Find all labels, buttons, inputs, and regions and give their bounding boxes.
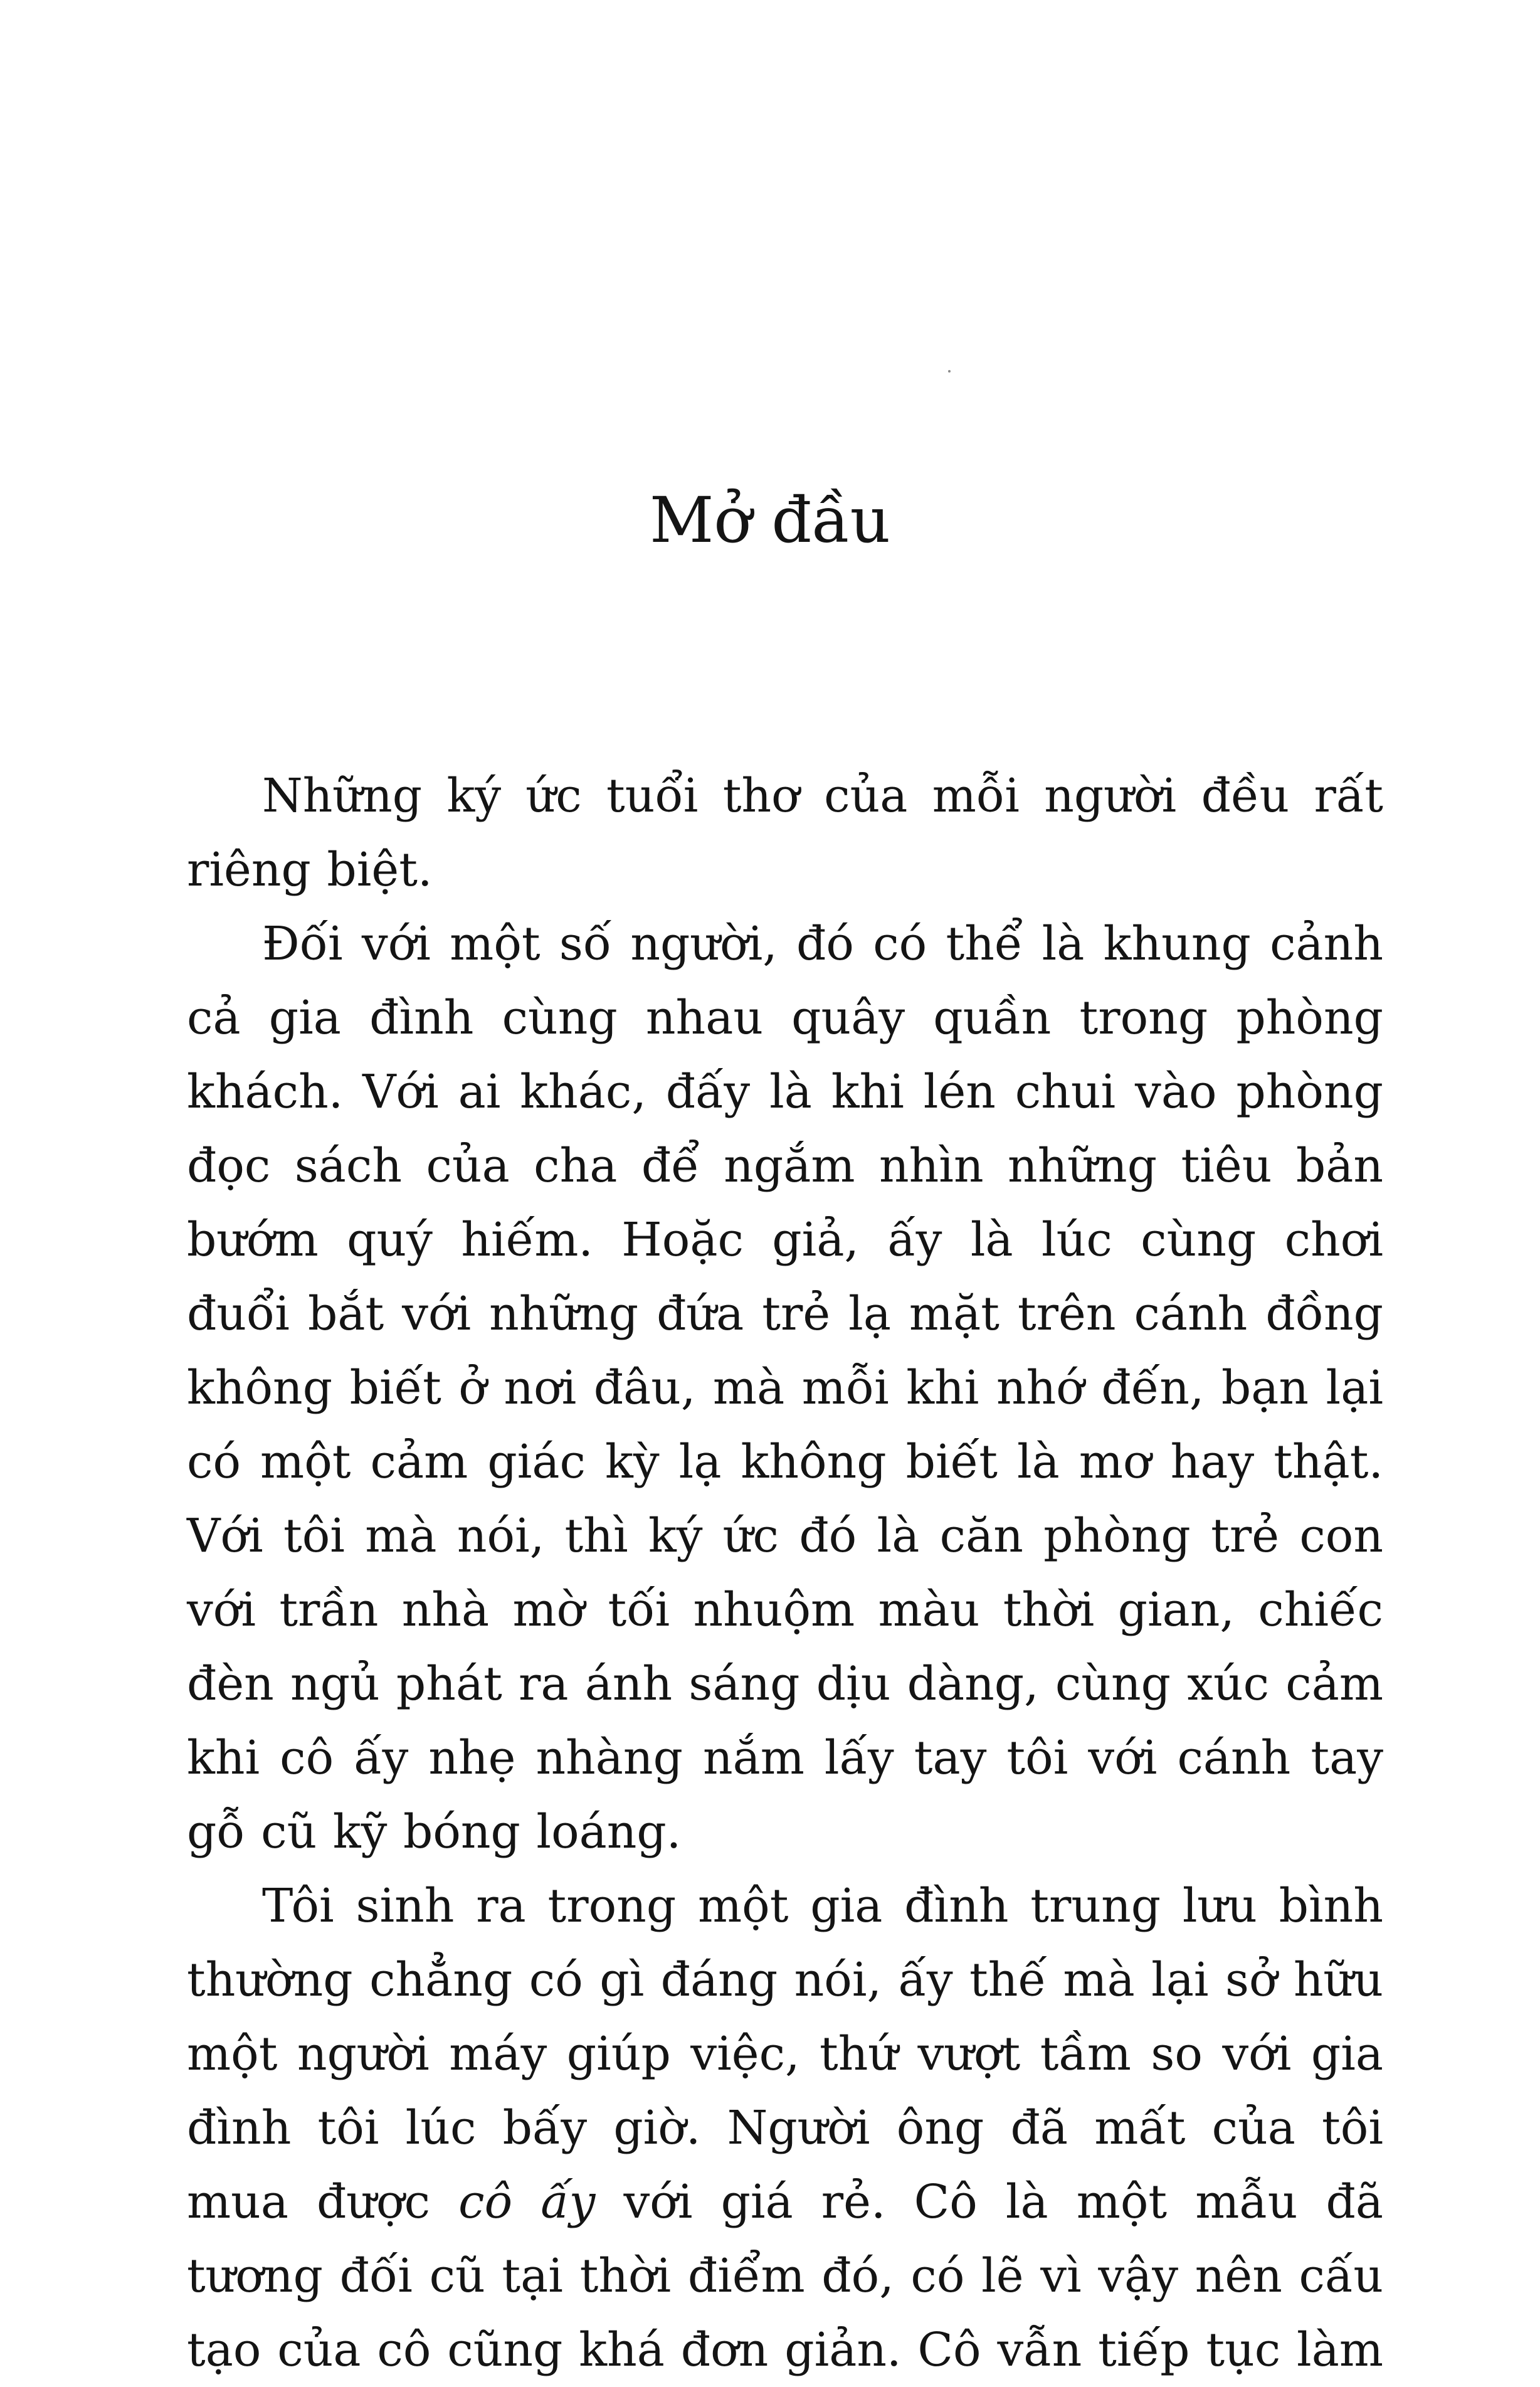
paragraph-3-italic-phrase: cô ấy <box>458 2175 596 2229</box>
paragraph-2: Đối với một số người, đó có thể là khung cảnh cả gia đình cùng nhau quây quần trong phòng khách. Với ai khác, đấy là khi lén chui vào phòng đọc sách của cha để ngắm nhìn những tiêu bản bướm quý hiếm. Hoặc giả, ấy là lúc cùng chơi đuổi bắt với những đứa trẻ lạ mặt trên cánh đồng không biết ở nơi đâu, mà mỗi khi nhớ đến, bạn lại có một cảm giác kỳ lạ không biết là mơ hay thật. Với tôi mà nói, thì ký ức đó là căn phòng trẻ con với trần nhà mờ tối nhuộm màu thời gian, chiếc đèn ngủ phát ra ánh sáng dịu dàng, cùng xúc cảm khi cô ấy nhẹ nhàng nắm lấy tay tôi với cánh tay gỗ cũ kỹ bóng loáng. <box>187 917 1383 1859</box>
scan-speck <box>948 370 951 373</box>
paragraph-3-text-before: Tôi sinh ra trong một gia đình trung lưu bình thường chẳng có gì đáng nói, ấy thế mà lại sở hữu một người máy giúp việc, thứ vượt tầm so với gia đình tôi lúc bấy giờ. Người ông đã mất của tôi mua được <box>187 1879 1383 2229</box>
paragraph-3-text-after: với giá rẻ. Cô là một mẫu đã tương đối cũ tại thời điểm đó, có lẽ vì vậy nên cấu tạo của cô cũng khá đơn giản. Cô vẫn tiếp tục làm <box>187 2175 1383 2377</box>
paragraph-1: Những ký ức tuổi thơ của mỗi người đều rất riêng biệt. <box>187 769 1383 897</box>
body-text <box>187 759 1383 2387</box>
chapter-title: Mở đầu <box>649 484 891 557</box>
paragraph-3 <box>187 1869 1383 2387</box>
